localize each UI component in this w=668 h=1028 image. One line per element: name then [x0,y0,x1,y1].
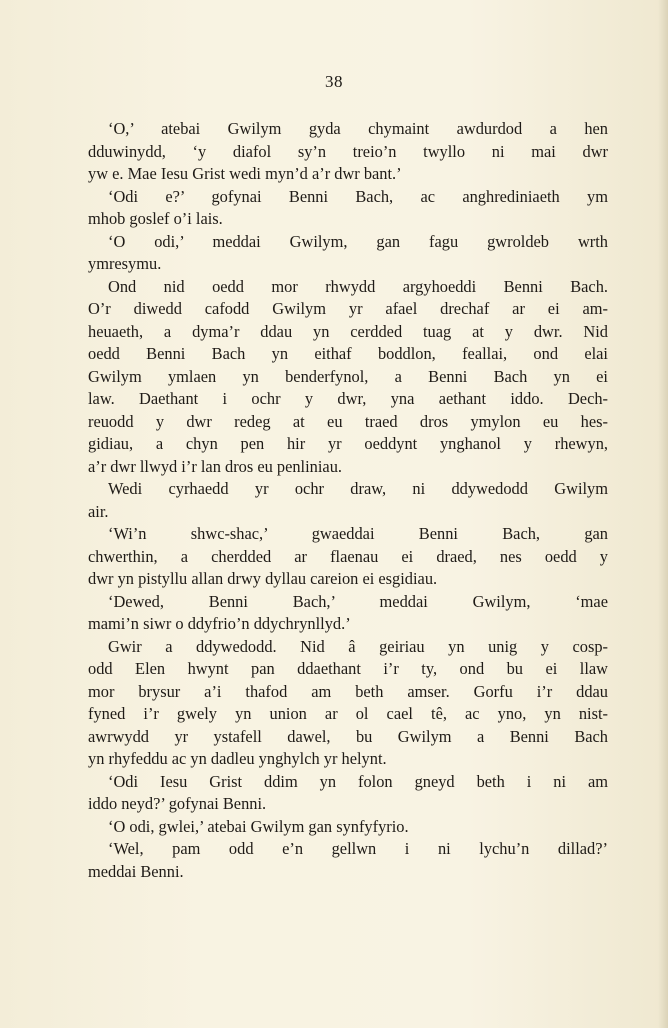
text-line: ‘Dewed, Benni Bach,’ meddai Gwilym, ‘mae [108,591,608,611]
text-line: Gwir a ddywedodd. Nid â geiriau yn unig y cosp- [108,636,608,656]
text-line: ‘Wi’n shwc-shac,’ gwaeddai Benni Bach, gan [108,524,608,543]
page-edge-shadow [658,0,668,1028]
text-line: meddai Benni. [88,861,184,881]
text-line: awrwydd yr ystafell dawel, bu Gwilym a Benni Bach [88,726,608,746]
text-line: fyned i’r gwely yn union ar ol cael tê, ac yno, yn nist- [88,704,608,723]
text-line: mor brysur a’i thafod am beth amser. Gorfu i’r ddau [88,681,608,701]
text-line: O’r diwedd cafodd Gwilym yr afael drechaf ar ei am- [88,299,608,318]
text-line: ‘O,’ atebai Gwilym gyda chymaint awdurdod a hen [108,119,608,138]
text-line: Ond nid oedd mor rhwydd argyhoeddi Benni Bach. [108,276,608,296]
text-line: ‘Odi Iesu Grist ddim yn folon gneyd beth i ni am [108,771,608,791]
text-line: ‘Odi e?’ gofynai Benni Bach, ac anghrediniaeth ym [108,186,608,206]
text-line: odd Elen hwynt pan ddaethant i’r ty, ond bu ei llaw [88,659,609,678]
text-line: yw e. Mae Iesu Grist wedi myn’d a’r dwr bant.’ [88,164,402,183]
text-line: a’r dwr llwyd i’r lan dros eu penliniau. [88,456,342,476]
text-line: oedd Benni Bach yn eithaf boddlon, feallai, ond elai [88,344,608,363]
text-line: Wedi cyrhaedd yr ochr draw, ni ddywedodd Gwilym [108,479,608,498]
text-line: mami’n siwr o ddyfrio’n ddychrynllyd.’ [88,614,351,633]
text-line: iddo neyd?’ gofynai Benni. [88,794,267,813]
body-text [88,118,608,883]
text-line: ‘O odi,’ meddai Gwilym, gan fagu gwroldeb wrth [108,231,608,251]
text-line: heuaeth, a dyma’r ddau yn cerdded tuag at y dwr. Nid [88,321,608,341]
text-line: gidiau, a chyn pen hir yr oeddynt ynghanol y rhewyn, [88,434,608,453]
text-line: ‘Wel, pam odd e’n gellwn i ni lychu’n dillad?’ [108,839,608,858]
text-line: mhob goslef o’i lais. [88,209,223,228]
text-line: reuodd y dwr redeg at eu traed dros ymylon eu hes- [88,411,608,431]
text-line: dwr yn pistyllu allan drwy dyllau careion ei esgidiau. [88,569,438,588]
text-line: chwerthin, a cherdded ar flaenau ei draed, nes oedd y [88,546,609,566]
text-line: yn rhyfeddu ac yn dadleu ynghylch yr helynt. [88,749,387,768]
page-number: 38 [325,72,343,91]
text-line: Gwilym ymlaen yn benderfynol, a Benni Bach yn ei [88,366,608,386]
text-line: law. Daethant i ochr y dwr, yna aethant iddo. Dech- [88,389,608,408]
text-line: ‘O odi, gwlei,’ atebai Gwilym gan synfyfyrio. [108,816,409,836]
text-line: air. [88,501,109,521]
text-line: dduwinydd, ‘y diafol sy’n treio’n twyllo ni mai dwr [88,141,608,161]
text-line: ymresymu. [88,254,162,273]
